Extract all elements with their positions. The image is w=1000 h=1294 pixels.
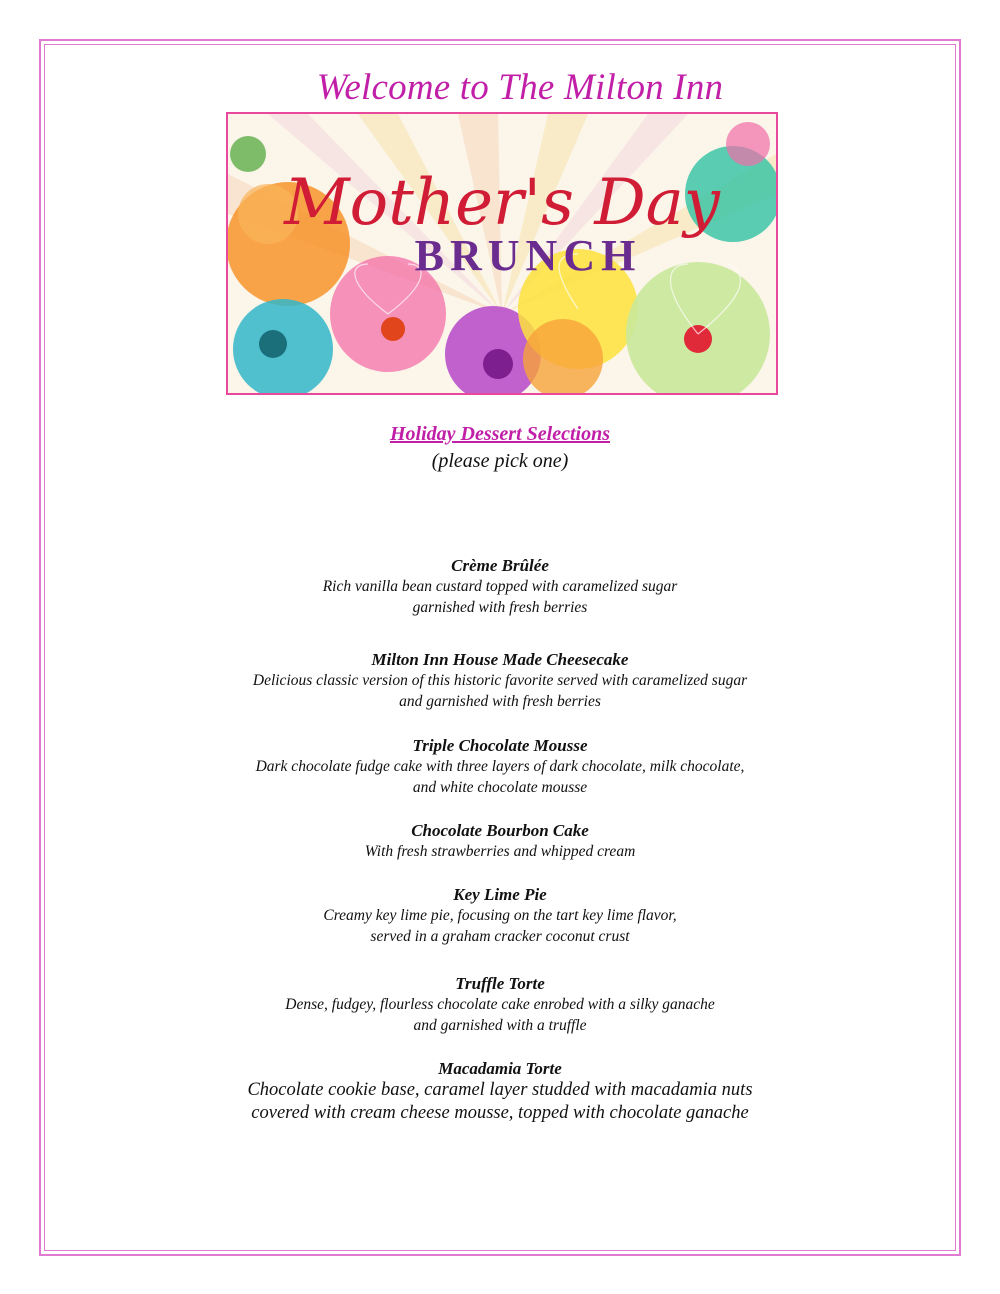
menu-item-name: Crème Brûlée (451, 556, 549, 575)
banner-caps-text: BRUNCH (414, 231, 642, 280)
menu-item-desc: Creamy key lime pie, focusing on the tart key lime flavor, (323, 907, 677, 924)
menu-item (0, 735, 1000, 798)
menu-item-name: Macadamia Torte (438, 1059, 562, 1078)
section-title: Holiday Dessert Selections (390, 423, 610, 445)
menu-item-desc: and white chocolate mousse (412, 779, 588, 796)
welcome-heading: Welcome to The Milton Inn (316, 67, 724, 108)
menu-item-name: Milton Inn House Made Cheesecake (371, 650, 629, 669)
menu-item (0, 1058, 1000, 1125)
menu-item-desc: Dense, fudgey, flourless chocolate cake enrobed with a silky ganache (285, 996, 715, 1013)
menu-item-desc: served in a graham cracker coconut crust (370, 928, 630, 945)
menu-item (0, 820, 1000, 862)
menu-item-desc: and garnished with a truffle (413, 1017, 587, 1034)
menu-item-desc: and garnished with fresh berries (399, 693, 601, 710)
menu-item-desc: With fresh strawberries and whipped cream (364, 843, 636, 860)
menu-item-desc: Rich vanilla bean custard topped with caramelized sugar (322, 578, 678, 595)
menu-item-name: Key Lime Pie (453, 885, 547, 904)
section-subtitle: (please pick one) (431, 450, 569, 472)
banner-script-text: Mother's Day (284, 166, 720, 240)
menu-item-desc: garnished with fresh berries (412, 599, 588, 616)
menu-item-desc: covered with cream cheese mousse, topped with chocolate ganache (251, 1103, 749, 1123)
menu-item (0, 973, 1000, 1036)
menu-item-desc: Delicious classic version of this historic favorite served with caramelized sugar (252, 672, 748, 689)
menu-item-name: Chocolate Bourbon Cake (411, 821, 589, 840)
menu-item (0, 884, 1000, 947)
menu-item-name: Triple Chocolate Mousse (412, 736, 588, 755)
menu-item (0, 649, 1000, 712)
menu-item-desc: Dark chocolate fudge cake with three layers of dark chocolate, milk chocolate, (255, 758, 745, 775)
menu-item (0, 555, 1000, 618)
mothers-day-brunch-banner (226, 112, 778, 395)
menu-item-name: Truffle Torte (455, 974, 545, 993)
menu-item-desc: Chocolate cookie base, caramel layer studded with macadamia nuts (247, 1080, 753, 1100)
